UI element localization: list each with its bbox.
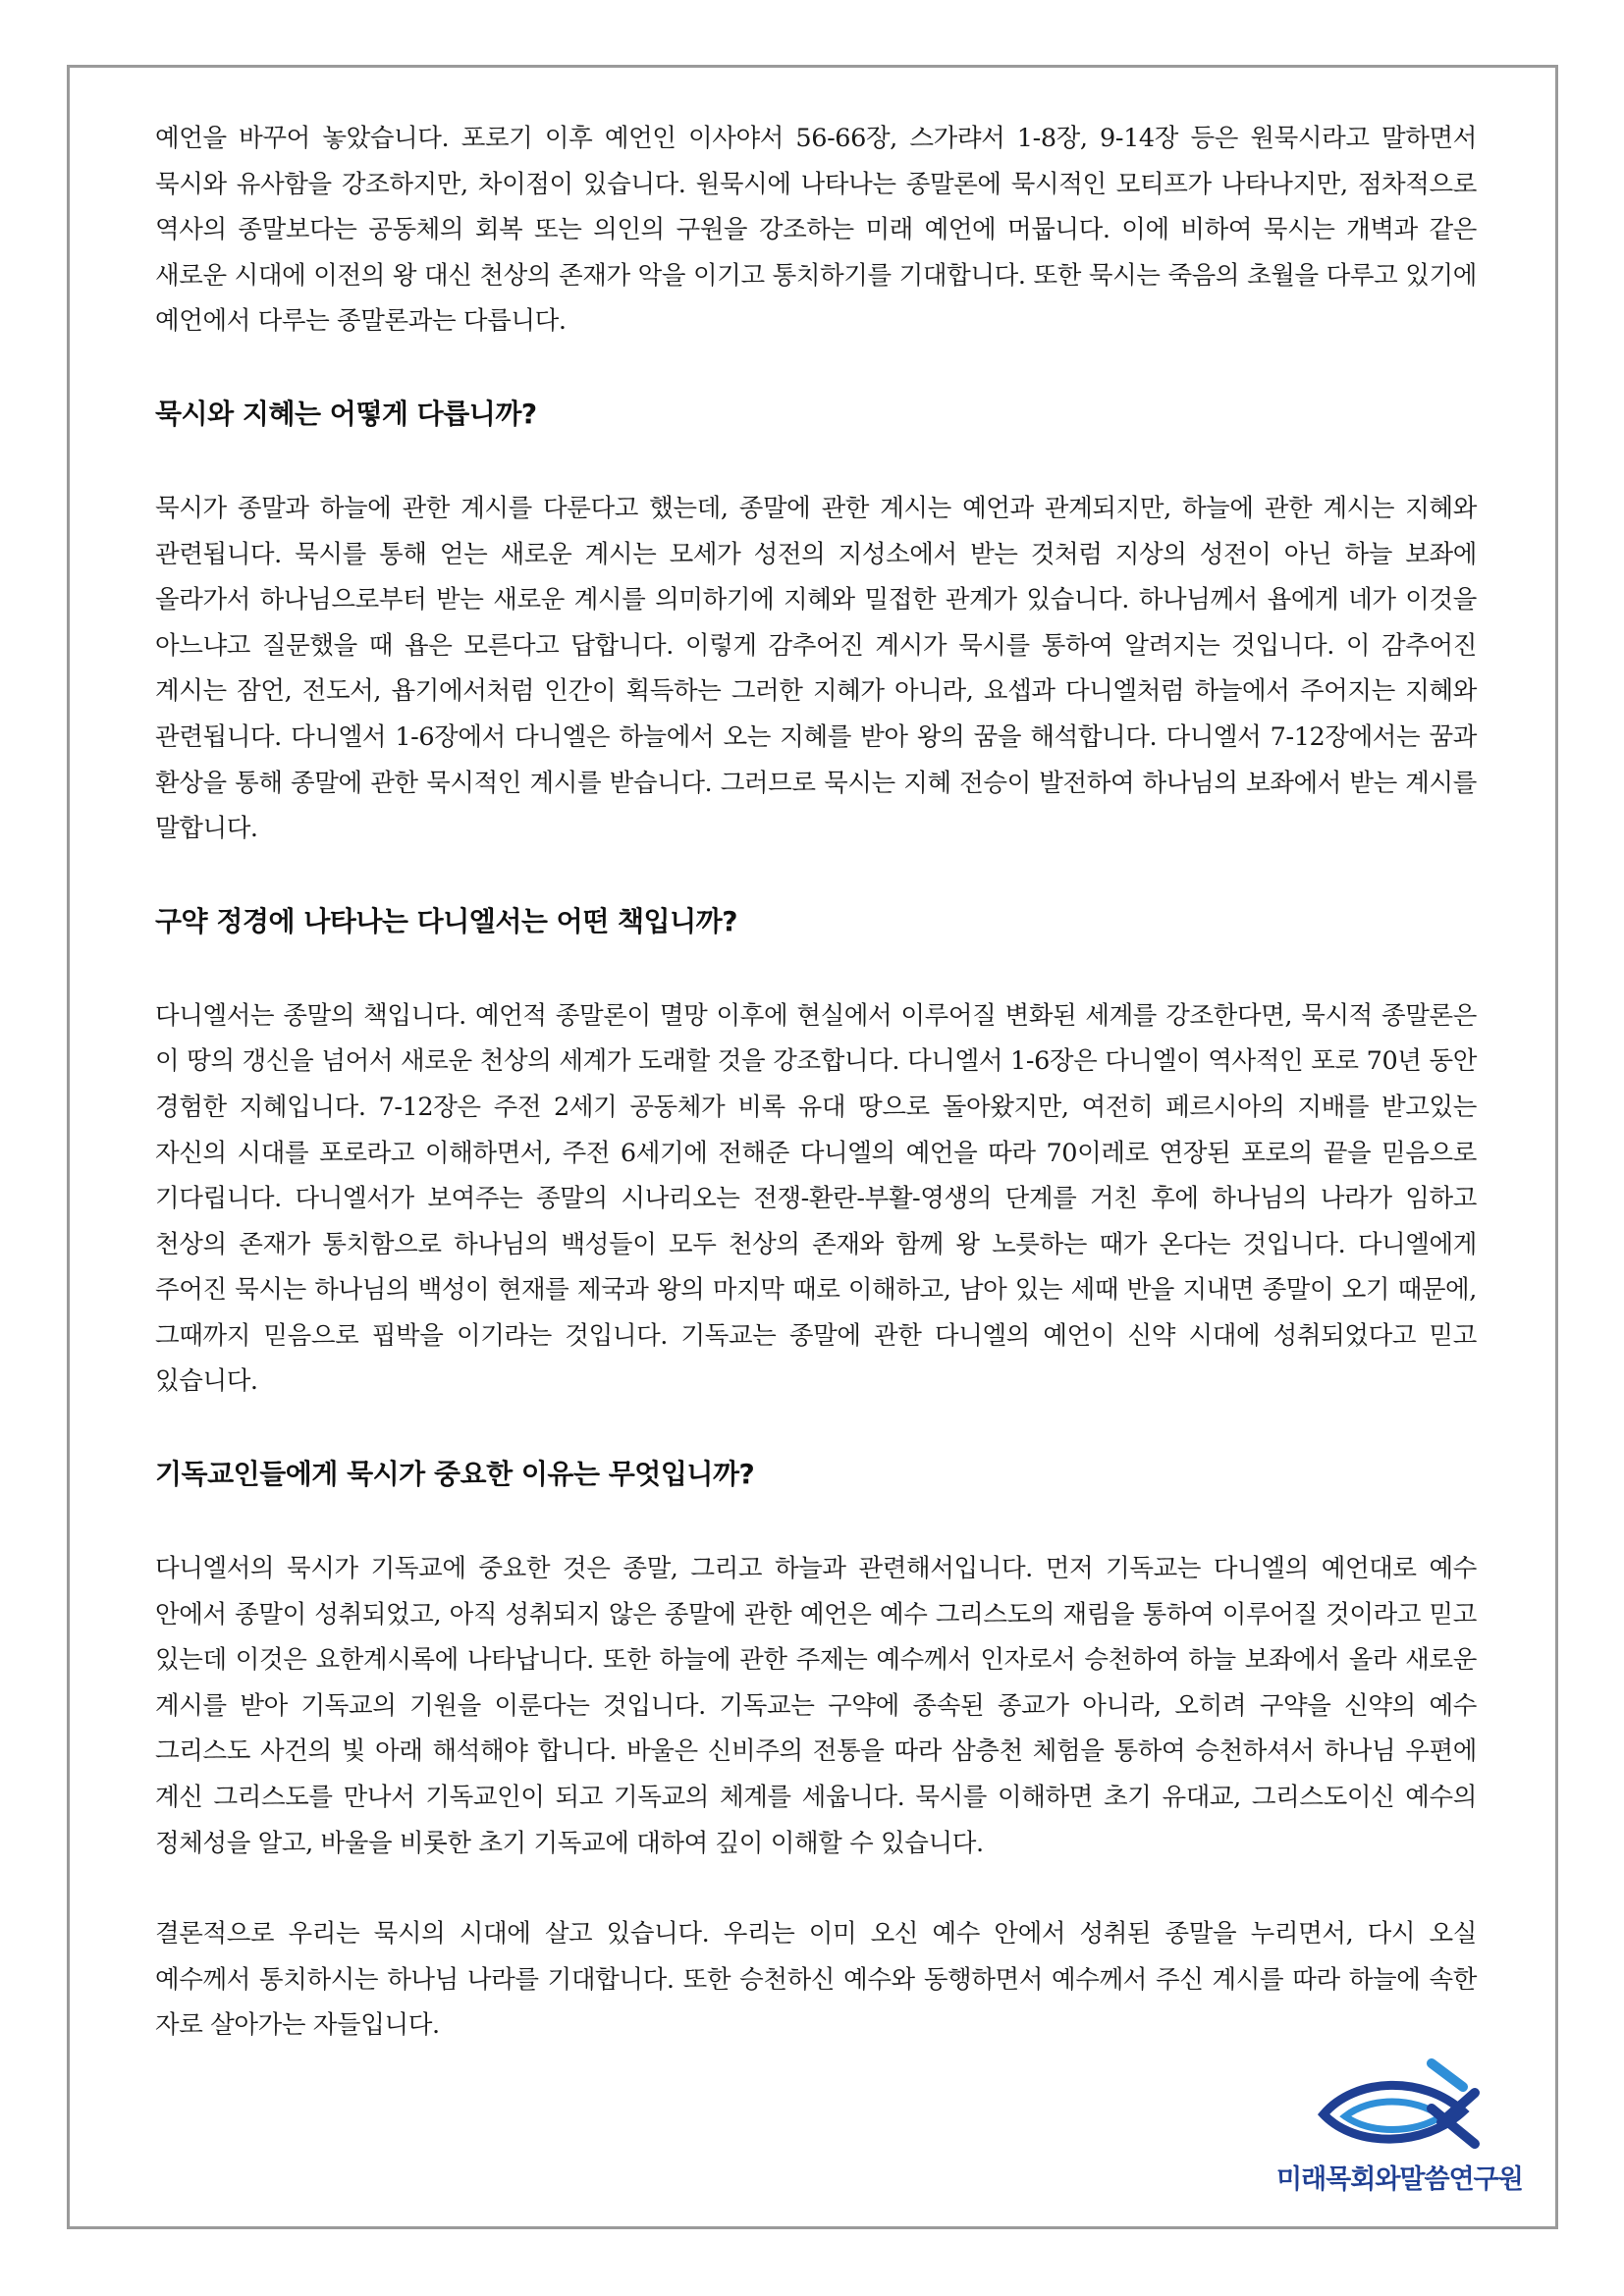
section-heading-apocalypse-wisdom: 묵시와 지혜는 어떻게 다릅니까? [155, 397, 537, 430]
document-body [155, 116, 1477, 2049]
fish-cross-icon [1316, 2057, 1483, 2156]
intro-paragraph: 예언을 바꾸어 놓았습니다. 포로기 이후 예언인 이사야서 56-66장, 스가랴서 1-8장, 9-14장 등은 원묵시라고 말하면서 묵시와 유사함을 강조하지만, 차이점이 있습니다. 원묵시에 나타나는 종말론에 묵시적인 모티프가 나타나지만, 점차적으로 역사의 종말보다는 공동체의 회복 또는 의인의 구원을 강조하는 미래 예언에 머뭅니다. 이에 비하여 묵시는 개벽과 같은 새로운 시대에 이전의 왕 대신 천상의 존재가 악을 이기고 통치하기를 기대합니다. 또한 묵시는 죽음의 초월을 다루고 있기에 예언에서 다루는 종말론과는 다릅니다. [155, 124, 1477, 337]
conclusion-paragraph: 결론적으로 우리는 묵시의 시대에 살고 있습니다. 우리는 이미 오신 예수 안에서 성취된 종말을 누리면서, 다시 오실 예수께서 통치하시는 하나님 나라를 기대합니다. 또한 승천하신 예수와 동행하면서 예수께서 주신 계시를 따라 하늘에 속한 자로 살아가는 자들입니다. [155, 1919, 1477, 2041]
section-heading-importance-for-christians: 기독교인들에게 묵시가 중요한 이유는 무엇입니까? [155, 1458, 755, 1491]
section-paragraph: 묵시가 종말과 하늘에 관한 계시를 다룬다고 했는데, 종말에 관한 계시는 예언과 관계되지만, 하늘에 관한 계시는 지혜와 관련됩니다. 묵시를 통해 얻는 새로운 계시는 모세가 성전의 지성소에서 받는 것처럼 지상의 성전이 아닌 하늘 보좌에 올라가서 하나님으로부터 받는 새로운 계시를 의미하기에 지혜와 밀접한 관계가 있습니다. 하나님께서 욥에게 네가 이것을 아느냐고 질문했을 때 욥은 모른다고 답합니다. 이렇게 감추어진 계시가 묵시를 통하여 알려지는 것입니다. 이 감추어진 계시는 잠언, 전도서, 욥기에서처럼 인간이 획득하는 그러한 지혜가 아니라, 요셉과 다니엘처럼 하늘에서 주어지는 지혜와 관련됩니다. 다니엘서 1-6장에서 다니엘은 하늘에서 오는 지혜를 받아 왕의 꿈을 해석합니다. 다니엘서 7-12장에서는 꿈과 환상을 통해 종말에 관한 묵시적인 계시를 받습니다. 그러므로 묵시는 지혜 전승이 발전하여 하나님의 보좌에서 받는 계시를 말합니다. [155, 493, 1477, 844]
section-paragraph: 다니엘서의 묵시가 기독교에 중요한 것은 종말, 그리고 하늘과 관련해서입니다. 먼저 기독교는 다니엘의 예언대로 예수 안에서 종말이 성취되었고, 아직 성취되지 않은 종말에 관한 예언은 예수 그리스도의 재림을 통하여 이루어질 것이라고 믿고 있는데 이것은 요한계시록에 나타납니다. 또한 하늘에 관한 주제는 예수께서 인자로서 승천하여 하늘 보좌에서 올라 새로운 계시를 받아 기독교의 기원을 이룬다는 것입니다. 기독교는 구약에 종속된 종교가 아니라, 오히려 구약을 신약의 예수 그리스도 사건의 빛 아래 해석해야 합니다. 바울은 신비주의 전통을 따라 삼층천 체험을 통하여 승천하셔서 하나님 우편에 계신 그리스도를 만나서 기독교인이 되고 기독교의 체계를 세웁니다. 묵시를 이해하면 초기 유대교, 그리스도이신 예수의 정체성을 알고, 바울을 비롯한 초기 기독교에 대하여 깊이 이해할 수 있습니다. [155, 1554, 1477, 1858]
section-paragraph: 다니엘서는 종말의 책입니다. 예언적 종말론이 멸망 이후에 현실에서 이루어질 변화된 세계를 강조한다면, 묵시적 종말론은 이 땅의 갱신을 넘어서 새로운 천상의 세계가 도래할 것을 강조합니다. 다니엘서 1-6장은 다니엘이 역사적인 포로 70년 동안 경험한 지혜입니다. 7-12장은 주전 2세기 공동체가 비록 유대 땅으로 돌아왔지만, 여전히 페르시아의 지배를 받고있는 자신의 시대를 포로라고 이해하면서, 주전 6세기에 전해준 다니엘의 예언을 따라 70이레로 연장된 포로의 끝을 믿음으로 기다립니다. 다니엘서가 보여주는 종말의 시나리오는 전쟁-환란-부활-영생의 단계를 거친 후에 하나님의 나라가 임하고 천상의 존재가 통치함으로 하나님의 백성들이 모두 천상의 존재와 함께 왕 노릇하는 때가 온다는 것입니다. 다니엘에게 주어진 묵시는 하나님의 백성이 현재를 제국과 왕의 마지막 때로 이해하고, 남아 있는 세때 반을 지내면 종말이 오기 때문에, 그때까지 믿음으로 핍박을 이기라는 것입니다. 기독교는 종말에 관한 다니엘의 예언이 신약 시대에 성취되었다고 믿고 있습니다. [155, 1000, 1477, 1397]
institute-name: 미래목회와말씀연구원 [1276, 2164, 1523, 2195]
section-heading-daniel-book: 구약 정경에 나타나는 다니엘서는 어떤 책입니까? [155, 904, 737, 937]
institute-logo [1276, 2057, 1522, 2205]
